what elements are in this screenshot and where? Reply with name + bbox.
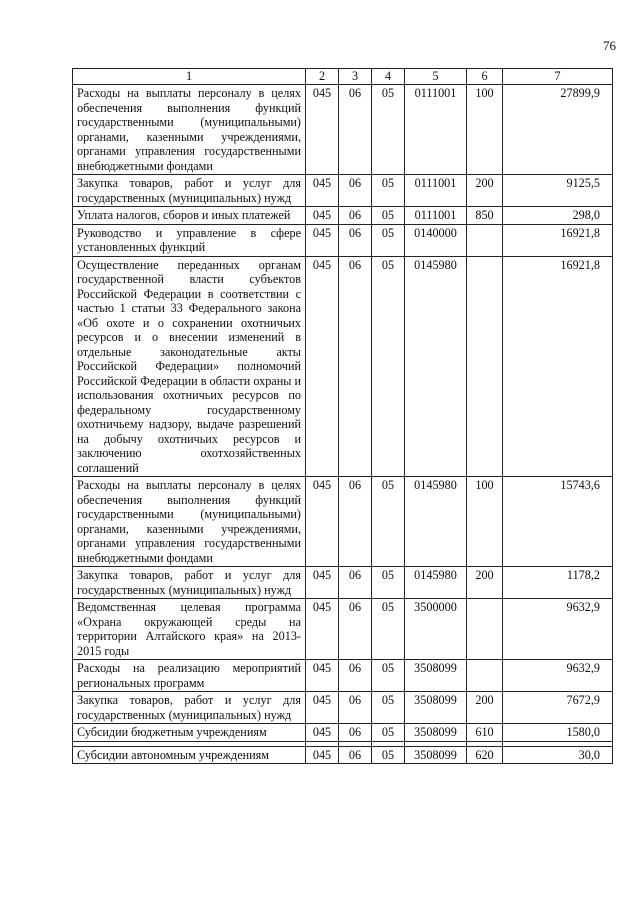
row-amount: 7672,9 (503, 692, 613, 724)
row-code-2: 045 (306, 692, 339, 724)
row-amount: 30,0 (503, 746, 613, 764)
page-number: 76 (603, 38, 616, 53)
row-code-6 (467, 660, 503, 692)
row-code-3: 06 (339, 256, 372, 477)
row-name: Расходы на реализацию мероприятий региональных программ (73, 660, 306, 692)
table-row (73, 724, 613, 742)
row-name: Закупка товаров, работ и услуг для государственных (муниципальных) нужд (73, 175, 306, 207)
row-amount: 9632,9 (503, 660, 613, 692)
row-code-3: 06 (339, 724, 372, 742)
budget-table (72, 68, 613, 764)
row-code-2: 045 (306, 207, 339, 225)
row-name: Уплата налогов, сборов и иных платежей (73, 207, 306, 225)
row-code-5: 0111001 (405, 175, 467, 207)
row-name: Расходы на выплаты персоналу в целях обеспечения выполнения функций государственными (муниципальными) органами, казенными учреждениями, органами управления государственными внебюджетными фондами (73, 477, 306, 567)
table-row (73, 692, 613, 724)
row-name: Ведомственная целевая программа «Охрана окружающей среды на территории Алтайского края» на 2013-2015 годы (73, 599, 306, 660)
row-code-5: 3508099 (405, 724, 467, 742)
row-code-5: 3508099 (405, 746, 467, 764)
row-code-3: 06 (339, 567, 372, 599)
row-amount: 27899,9 (503, 85, 613, 175)
row-code-6: 200 (467, 567, 503, 599)
row-amount: 16921,8 (503, 256, 613, 477)
row-code-3: 06 (339, 207, 372, 225)
row-code-4: 05 (372, 567, 405, 599)
header-row (73, 69, 613, 85)
table-row (73, 85, 613, 175)
row-code-6: 200 (467, 692, 503, 724)
table-row (73, 746, 613, 764)
row-name: Субсидии автономным учреждениям (73, 746, 306, 764)
row-code-2: 045 (306, 224, 339, 256)
row-code-6 (467, 224, 503, 256)
column-header-4: 4 (372, 69, 405, 85)
row-code-4: 05 (372, 692, 405, 724)
row-code-2: 045 (306, 567, 339, 599)
row-code-3: 06 (339, 85, 372, 175)
row-code-6: 620 (467, 746, 503, 764)
row-code-3: 06 (339, 746, 372, 764)
row-code-2: 045 (306, 175, 339, 207)
table-row (73, 207, 613, 225)
row-code-4: 05 (372, 85, 405, 175)
row-code-4: 05 (372, 256, 405, 477)
column-header-6: 6 (467, 69, 503, 85)
row-code-6: 850 (467, 207, 503, 225)
row-code-4: 05 (372, 599, 405, 660)
table-row (73, 224, 613, 256)
row-name: Закупка товаров, работ и услуг для государственных (муниципальных) нужд (73, 567, 306, 599)
column-header-5: 5 (405, 69, 467, 85)
row-code-6 (467, 256, 503, 477)
row-name: Осуществление переданных органам государственной власти субъектов Российской Федерации в соответствии с частью 1 статьи 33 Федерального закона «Об охоте и о сохранении охотничьих ресурсов и о внесении изменений в отдельные законодательные акты Российской Федерации» полномочий Российской Федерации в области охраны и использования охотничьих ресурсов по федеральному государственному охотничьему надзору, выдаче разрешений на добычу охотничьих ресурсов и заключению охотхозяйственных соглашений (73, 256, 306, 477)
row-amount: 298,0 (503, 207, 613, 225)
row-code-5: 3508099 (405, 660, 467, 692)
table-row (73, 567, 613, 599)
row-code-4: 05 (372, 207, 405, 225)
row-code-4: 05 (372, 224, 405, 256)
column-header-3: 3 (339, 69, 372, 85)
row-code-5: 0140000 (405, 224, 467, 256)
row-code-6 (467, 599, 503, 660)
row-code-5: 0145980 (405, 256, 467, 477)
row-code-2: 045 (306, 599, 339, 660)
row-code-3: 06 (339, 224, 372, 256)
table-row (73, 256, 613, 477)
row-name: Субсидии бюджетным учреждениям (73, 724, 306, 742)
row-code-2: 045 (306, 746, 339, 764)
row-amount: 15743,6 (503, 477, 613, 567)
row-amount: 1178,2 (503, 567, 613, 599)
row-code-3: 06 (339, 692, 372, 724)
row-name: Расходы на выплаты персоналу в целях обеспечения выполнения функций государственными (муниципальными) органами, казенными учреждениями, органами управления государственными внебюджетными фондами (73, 85, 306, 175)
row-code-2: 045 (306, 85, 339, 175)
row-code-6: 610 (467, 724, 503, 742)
table-row (73, 599, 613, 660)
row-code-5: 0145980 (405, 477, 467, 567)
row-code-4: 05 (372, 477, 405, 567)
row-code-2: 045 (306, 477, 339, 567)
row-code-3: 06 (339, 660, 372, 692)
row-code-5: 0111001 (405, 207, 467, 225)
row-code-3: 06 (339, 477, 372, 567)
table-row (73, 660, 613, 692)
row-code-5: 0145980 (405, 567, 467, 599)
row-code-2: 045 (306, 724, 339, 742)
row-amount: 16921,8 (503, 224, 613, 256)
row-code-3: 06 (339, 175, 372, 207)
row-code-4: 05 (372, 660, 405, 692)
row-code-6: 200 (467, 175, 503, 207)
row-code-5: 3500000 (405, 599, 467, 660)
row-amount: 1580,0 (503, 724, 613, 742)
row-code-4: 05 (372, 175, 405, 207)
row-code-5: 3508099 (405, 692, 467, 724)
row-code-2: 045 (306, 660, 339, 692)
row-amount: 9125,5 (503, 175, 613, 207)
row-code-5: 0111001 (405, 85, 467, 175)
column-header-7: 7 (503, 69, 613, 85)
table-row (73, 175, 613, 207)
row-code-6: 100 (467, 477, 503, 567)
table-row (73, 477, 613, 567)
row-code-3: 06 (339, 599, 372, 660)
row-code-4: 05 (372, 724, 405, 742)
column-header-1: 1 (73, 69, 306, 85)
row-code-6: 100 (467, 85, 503, 175)
row-name: Руководство и управление в сфере установленных функций (73, 224, 306, 256)
row-name: Закупка товаров, работ и услуг для государственных (муниципальных) нужд (73, 692, 306, 724)
row-code-2: 045 (306, 256, 339, 477)
column-header-2: 2 (306, 69, 339, 85)
row-amount: 9632,9 (503, 599, 613, 660)
row-code-4: 05 (372, 746, 405, 764)
